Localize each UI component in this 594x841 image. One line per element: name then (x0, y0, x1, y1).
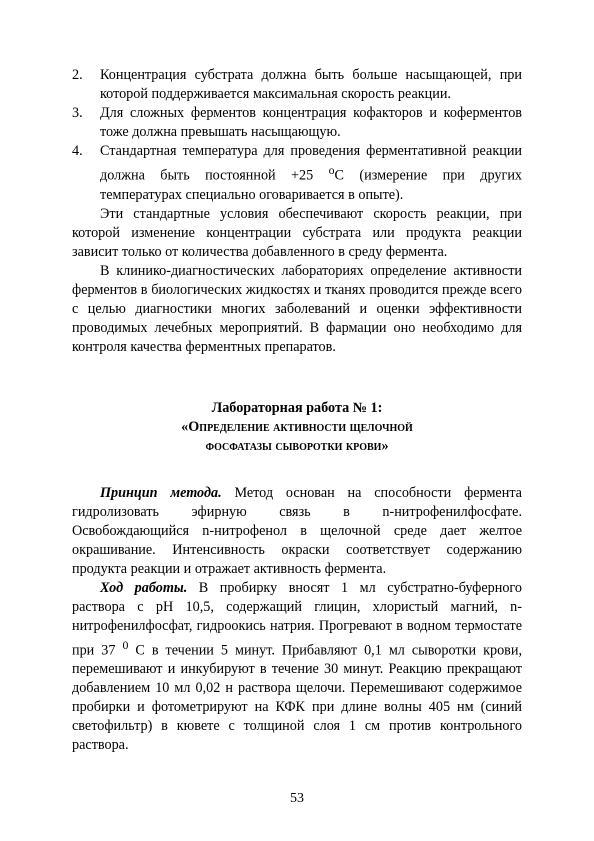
conditions-list (72, 66, 522, 205)
list-item-number: 4. (72, 143, 83, 159)
lab-work-subtitle-line2: фосфатазы сыворотки крови» (205, 437, 389, 454)
page-number: 53 (290, 791, 304, 806)
principle-lead: Принцип метода. (100, 484, 222, 501)
lab-work-title: Лабораторная работа № 1: (211, 399, 383, 416)
list-item (72, 66, 522, 104)
section-principle (72, 484, 522, 756)
procedure-text-cont: С в течении 5 минут. Прибавляют 0,1 мл сыворотки крови, перемешивают и инкубируют в течение 30 минут. Реакцию прекращают добавлением 10 мл 0,02 н раствора щелочи. Перемешивают содержимое пробирки и фотометрируют на КФК при длине волны 405 нм (синий светофильтр) в кювете с толщиной слоя 1 см против контрольного раствора. (72, 642, 522, 754)
paragraph-principle (72, 484, 522, 579)
degree-superscript: o (328, 163, 335, 177)
paragraph-procedure (72, 579, 522, 756)
principle-text: Метод основан на способности фермента гидролизовать эфирную связь в n-нитрофенилфосфате. Освобождающийся n-нитрофенол в щелочной среде дает желтое окрашивание. Интенсивность окраски соответствует содержанию продукта реакции и отражает активность фермента. (72, 484, 522, 577)
lab-work-subtitle-line1: «Определение активности щелочной (181, 418, 413, 435)
list-item-text: Стандартная температура для проведения ферментативной реакции должна быть постоянной +25 (100, 143, 522, 184)
list-item-number: 2. (72, 67, 83, 83)
list-item-number: 3. (72, 105, 83, 121)
paragraph-conditions: Эти стандартные условия обеспечивают скорость реакции, при которой изменение концентрации субстрата или продукта реакции зависит только от количества добавленного в среду фермента. (72, 205, 522, 260)
list-item (72, 142, 522, 205)
list-item-text-cont: С (измерение при других температурах специально оговаривается в опыте). (100, 167, 523, 203)
list-item-text: Концентрация субстрата должна быть больше насыщающей, при которой поддерживается максимальная скорость реакции. (100, 67, 522, 102)
paragraph-clinical: В клинико-диагностических лабораториях определение активности ферментов в биологических жидкостях и тканях проводится прежде всего с целью диагностики многих заболеваний и оценки эффективности проводимых лечебных мероприятий. В фармации оно необходимо для контроля качества ферментных препаратов. (72, 262, 522, 355)
list-item-text: Для сложных ферментов концентрация кофакторов и коферментов тоже должна превышать насыщающую. (100, 105, 522, 140)
list-item (72, 104, 522, 142)
degree-superscript: 0 (122, 637, 129, 652)
procedure-lead: Ход работы. (100, 579, 188, 596)
page-body (72, 66, 522, 755)
procedure-text: В пробирку вносят 1 мл субстратно-буферного раствора с рН 10,5, содержащий глицин, хлористый магний, n-нитрофенилфосфат, гидроокись натрия. Прогревают в водном термостате при 37 (72, 579, 522, 659)
